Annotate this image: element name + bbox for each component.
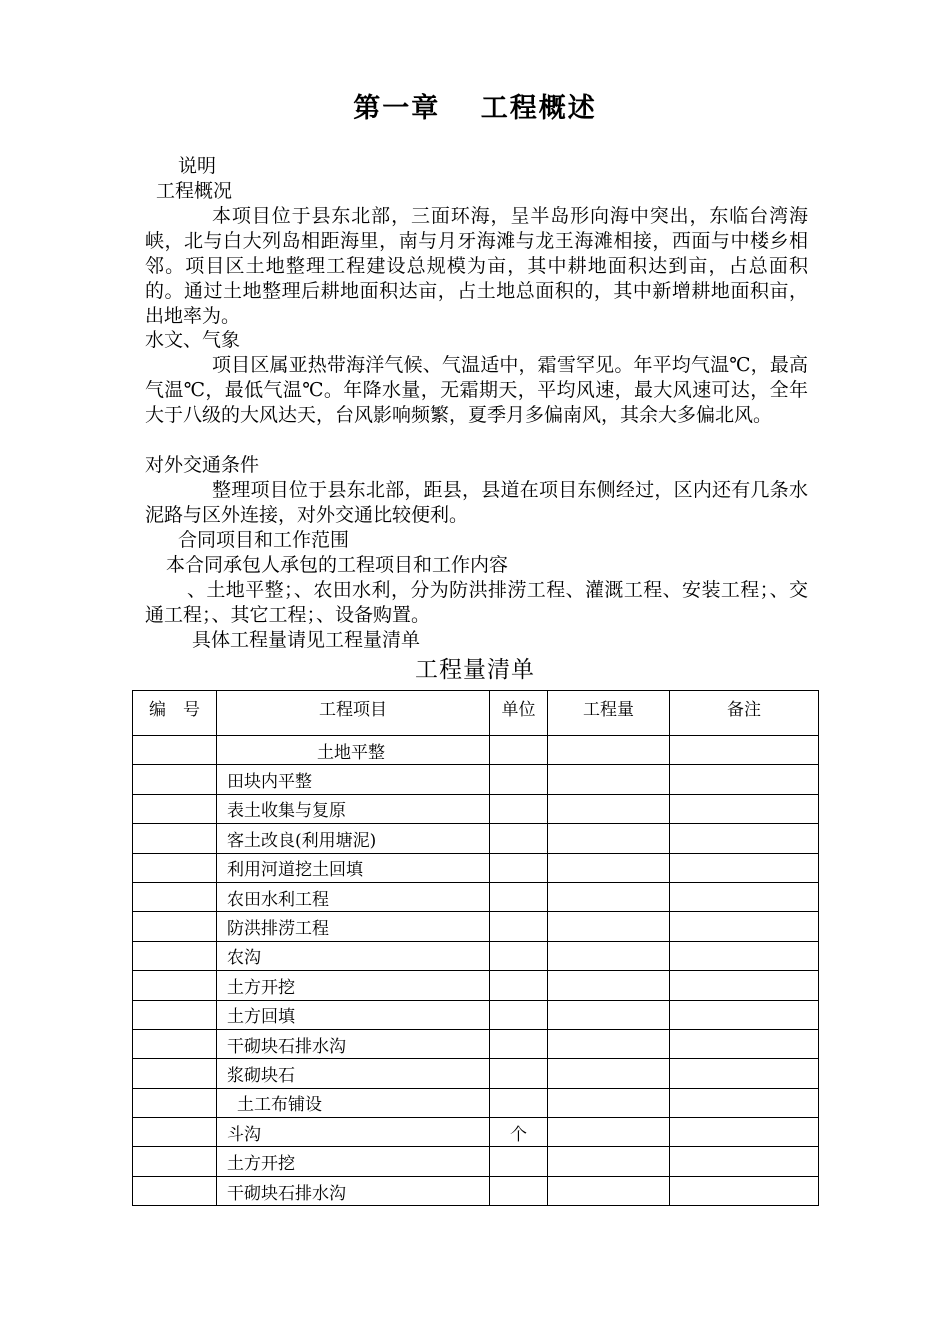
cell-item: 浆砌块石 bbox=[217, 1059, 490, 1088]
cell-quantity bbox=[548, 912, 670, 941]
cell-note bbox=[670, 1059, 819, 1088]
header-item: 工程项目 bbox=[217, 691, 490, 736]
cell-quantity bbox=[548, 1118, 670, 1147]
cell-item: 利用河道挖土回填 bbox=[217, 853, 490, 882]
table-row bbox=[133, 971, 819, 1000]
cell-note bbox=[670, 824, 819, 853]
table-row bbox=[133, 882, 819, 911]
cell-unit bbox=[490, 736, 548, 765]
cell-unit bbox=[490, 765, 548, 794]
cell-unit bbox=[490, 1088, 548, 1117]
paragraph-hydrology: 项目区属亚热带海洋气候、气温适中，霜雪罕见。年平均气温℃，最高气温℃，最低气温℃。年降水量，无霜期天，平均风速，最大风速可达，全年大于八级的大风达天，台风影响频繁，夏季月多偏南风，其余大多偏北风。 bbox=[145, 354, 808, 426]
cell-number bbox=[133, 1088, 217, 1117]
cell-number bbox=[133, 824, 217, 853]
table-row bbox=[133, 824, 819, 853]
cell-note bbox=[670, 736, 819, 765]
cell-item: 农沟 bbox=[217, 941, 490, 970]
cell-quantity bbox=[548, 824, 670, 853]
cell-item: 客土改良(利用塘泥) bbox=[217, 824, 490, 853]
cell-note bbox=[670, 853, 819, 882]
cell-note bbox=[670, 794, 819, 823]
table-row bbox=[133, 1029, 819, 1058]
cell-unit bbox=[490, 1147, 548, 1176]
cell-number bbox=[133, 1147, 217, 1176]
cell-item: 农田水利工程 bbox=[217, 882, 490, 911]
cell-number bbox=[133, 971, 217, 1000]
cell-quantity bbox=[548, 1029, 670, 1058]
heading-overview: 工程概况 bbox=[156, 180, 233, 202]
table-row bbox=[133, 1147, 819, 1176]
chapter-title: 第一章 工程概述 bbox=[353, 93, 597, 124]
heading-explain: 说明 bbox=[178, 155, 217, 177]
cell-note bbox=[670, 1147, 819, 1176]
cell-quantity bbox=[548, 736, 670, 765]
cell-unit: 个 bbox=[490, 1118, 548, 1147]
cell-number bbox=[133, 736, 217, 765]
cell-quantity bbox=[548, 765, 670, 794]
cell-unit bbox=[490, 882, 548, 911]
cell-note bbox=[670, 941, 819, 970]
contract-line: 本合同承包人承包的工程项目和工作内容 bbox=[166, 554, 509, 576]
cell-item: 斗沟 bbox=[217, 1118, 490, 1147]
cell-unit bbox=[490, 824, 548, 853]
table-header-row bbox=[133, 691, 819, 736]
cell-quantity bbox=[548, 882, 670, 911]
cell-unit bbox=[490, 1059, 548, 1088]
cell-number bbox=[133, 1059, 217, 1088]
cell-number bbox=[133, 1000, 217, 1029]
cell-note bbox=[670, 1088, 819, 1117]
cell-number bbox=[133, 1176, 217, 1205]
cell-unit bbox=[490, 853, 548, 882]
header-quantity: 工程量 bbox=[548, 691, 670, 736]
cell-number bbox=[133, 1029, 217, 1058]
cell-item: 防洪排涝工程 bbox=[217, 912, 490, 941]
cell-note bbox=[670, 882, 819, 911]
cell-item: 表土收集与复原 bbox=[217, 794, 490, 823]
cell-item: 干砌块石排水沟 bbox=[217, 1029, 490, 1058]
cell-note bbox=[670, 971, 819, 1000]
cell-quantity bbox=[548, 971, 670, 1000]
cell-note bbox=[670, 912, 819, 941]
header-unit: 单位 bbox=[490, 691, 548, 736]
cell-unit bbox=[490, 1029, 548, 1058]
quantity-table bbox=[132, 690, 819, 1206]
table-row bbox=[133, 765, 819, 794]
table-row bbox=[133, 1059, 819, 1088]
cell-number bbox=[133, 1118, 217, 1147]
cell-note bbox=[670, 765, 819, 794]
heading-hydrology: 水文、气象 bbox=[145, 329, 241, 351]
cell-quantity bbox=[548, 1176, 670, 1205]
cell-quantity bbox=[548, 853, 670, 882]
cell-item: 土方开挖 bbox=[217, 1147, 490, 1176]
cell-number bbox=[133, 941, 217, 970]
cell-unit bbox=[490, 941, 548, 970]
heading-scope: 合同项目和工作范围 bbox=[178, 529, 350, 551]
cell-unit bbox=[490, 971, 548, 1000]
cell-number bbox=[133, 912, 217, 941]
paragraph-scope: 、土地平整；、农田水利，分为防洪排涝工程、灌溉工程、安装工程；、交通工程；、其它工程；、设备购置。 bbox=[145, 579, 808, 626]
cell-note bbox=[670, 1176, 819, 1205]
cell-quantity bbox=[548, 1059, 670, 1088]
cell-number bbox=[133, 794, 217, 823]
table-row bbox=[133, 1118, 819, 1147]
cell-item: 土方开挖 bbox=[217, 971, 490, 1000]
cell-number bbox=[133, 765, 217, 794]
cell-note bbox=[670, 1029, 819, 1058]
table-row bbox=[133, 1000, 819, 1029]
table-row bbox=[133, 794, 819, 823]
cell-unit bbox=[490, 794, 548, 823]
cell-quantity bbox=[548, 1000, 670, 1029]
table-row bbox=[133, 853, 819, 882]
table-row bbox=[133, 736, 819, 765]
table-row bbox=[133, 1176, 819, 1205]
cell-quantity bbox=[548, 1088, 670, 1117]
table-row bbox=[133, 941, 819, 970]
cell-unit bbox=[490, 912, 548, 941]
cell-item: 土工布铺设 bbox=[217, 1088, 490, 1117]
table-row bbox=[133, 912, 819, 941]
header-note: 备注 bbox=[670, 691, 819, 736]
cell-item: 土地平整 bbox=[217, 736, 490, 765]
cell-number bbox=[133, 853, 217, 882]
cell-quantity bbox=[548, 794, 670, 823]
table-title: 工程量清单 bbox=[415, 657, 535, 683]
cell-note bbox=[670, 1000, 819, 1029]
table-row bbox=[133, 1088, 819, 1117]
cell-number bbox=[133, 882, 217, 911]
header-number: 编 号 bbox=[133, 691, 217, 736]
paragraph-traffic: 整理项目位于县东北部，距县，县道在项目东侧经过，区内还有几条水泥路与区外连接，对外交通比较便利。 bbox=[145, 479, 808, 526]
cell-unit bbox=[490, 1000, 548, 1029]
cell-item: 土方回填 bbox=[217, 1000, 490, 1029]
paragraph-overview: 本项目位于县东北部，三面环海，呈半岛形向海中突出，东临台湾海峡，北与白大列岛相距海里，南与月牙海滩与龙王海滩相接，西面与中楼乡相邻。项目区土地整理工程建设总规模为亩，其中耕地面积达到亩，占总面积的。通过土地整理后耕地面积达亩，占土地总面积的，其中新增耕地面积亩，出地率为。 bbox=[145, 205, 808, 327]
cell-item: 田块内平整 bbox=[217, 765, 490, 794]
cell-quantity bbox=[548, 941, 670, 970]
cell-note bbox=[670, 1118, 819, 1147]
cell-unit bbox=[490, 1176, 548, 1205]
heading-traffic: 对外交通条件 bbox=[145, 454, 260, 476]
detail-line: 具体工程量请见工程量清单 bbox=[192, 629, 421, 651]
cell-item: 干砌块石排水沟 bbox=[217, 1176, 490, 1205]
cell-quantity bbox=[548, 1147, 670, 1176]
